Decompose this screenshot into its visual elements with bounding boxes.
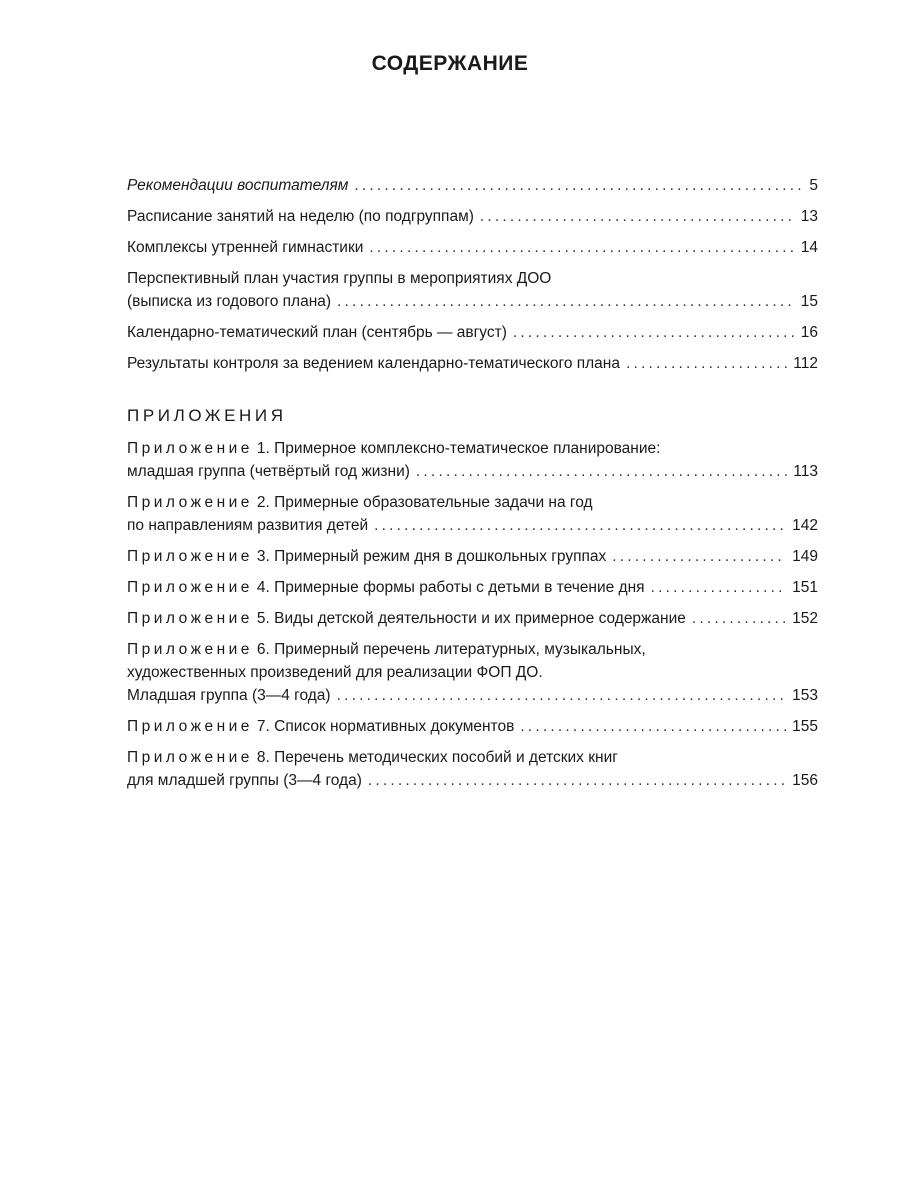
toc-entry-title: 3. Примерный режим дня в дошкольных группах <box>256 548 607 565</box>
toc-entry-last-line <box>127 205 818 228</box>
page-number: 16 <box>800 324 818 341</box>
toc-entry-last-line <box>127 769 818 792</box>
toc-entry <box>127 352 818 375</box>
page-number: 5 <box>809 177 818 194</box>
page-number: 149 <box>792 548 818 565</box>
toc-entry-line: Перспективный план участия группы в мероприятиях ДОО <box>127 270 552 287</box>
page-number: 112 <box>793 355 818 372</box>
toc-entry-text: Расписание занятий на неделю (по подгруппам) <box>127 208 474 225</box>
dot-leader <box>369 236 794 259</box>
appendix-prefix: Приложение <box>127 494 253 511</box>
appendix-prefix: Приложение <box>127 548 253 565</box>
page-number: 14 <box>800 239 818 256</box>
dot-leader <box>374 514 786 537</box>
toc-entry-title: 5. Виды детской деятельности и их примерное содержание <box>256 610 686 627</box>
toc-entry-text: для младшей группы (3—4 года) <box>127 772 362 789</box>
appendix-entry <box>127 437 818 483</box>
toc-entry-last-line <box>127 236 818 259</box>
dot-leader <box>513 321 795 344</box>
toc-entry-last-line <box>127 321 818 344</box>
appendix-entry <box>127 746 818 792</box>
main-toc <box>127 174 818 383</box>
toc-entry-last-line <box>127 545 818 568</box>
toc-entry-text <box>127 545 606 568</box>
dot-leader <box>651 576 787 599</box>
toc-entry <box>127 267 818 313</box>
toc-entry-last-line <box>127 514 818 537</box>
toc-entry-text: Результаты контроля за ведением календарно-тематического плана <box>127 355 620 372</box>
toc-entry-text: Комплексы утренней гимнастики <box>127 239 364 256</box>
toc-entry-last-line <box>127 460 818 483</box>
dot-leader <box>626 352 787 375</box>
appendix-entry <box>127 545 818 568</box>
dot-leader <box>520 715 786 738</box>
toc-entry-text: младшая группа (четвёртый год жизни) <box>127 463 410 480</box>
toc-entry <box>127 236 818 259</box>
appendix-entry <box>127 491 818 537</box>
toc-entry-title: 2. Примерные образовательные задачи на год <box>256 494 593 511</box>
dot-leader <box>337 684 787 707</box>
page-number: 151 <box>792 579 818 596</box>
toc-entry-text: Календарно-тематический план (сентябрь — август) <box>127 324 507 341</box>
toc-entry-text: Рекомендации воспитателям <box>127 177 349 194</box>
dot-leader <box>612 545 786 568</box>
toc-entry <box>127 321 818 344</box>
toc-entry-text: Младшая группа (3—4 года) <box>127 687 331 704</box>
toc-entry-text <box>127 607 686 630</box>
toc-entry-title: 7. Список нормативных документов <box>256 718 515 735</box>
toc-entry-text: (выписка из годового плана) <box>127 293 332 310</box>
dot-leader <box>337 290 795 313</box>
dot-leader <box>368 769 786 792</box>
appendix-prefix: Приложение <box>127 749 253 766</box>
page-number: 155 <box>792 718 818 735</box>
dot-leader <box>480 205 795 228</box>
page-number: 153 <box>792 687 818 704</box>
toc-entry-text: по направлениям развития детей <box>127 517 369 534</box>
page-number: 13 <box>800 208 818 225</box>
toc-entry-last-line <box>127 715 818 738</box>
toc-entry-last-line <box>127 684 818 707</box>
appendix-prefix: Приложение <box>127 641 253 658</box>
toc-entry-text <box>127 715 514 738</box>
dot-leader <box>416 460 787 483</box>
toc-entry-title: 1. Примерное комплексно-тематическое планирование: <box>256 440 661 457</box>
toc-entry-last-line <box>127 607 818 630</box>
page-number: 156 <box>792 772 818 789</box>
appendix-heading: ПРИЛОЖЕНИЯ <box>127 406 287 425</box>
appendix-entry <box>127 607 818 630</box>
appendix-toc <box>127 437 818 800</box>
page-number: 113 <box>793 463 818 480</box>
toc-entry-line <box>127 638 818 661</box>
toc-entry-last-line <box>127 174 818 197</box>
toc-entry-text <box>127 576 645 599</box>
appendix-entry <box>127 715 818 738</box>
page-number: 152 <box>792 610 818 627</box>
toc-entry-line <box>127 491 818 514</box>
toc-entry-last-line <box>127 290 818 313</box>
toc-entry <box>127 205 818 228</box>
appendix-prefix: Приложение <box>127 718 253 735</box>
appendix-prefix: Приложение <box>127 579 253 596</box>
toc-entry-line: художественных произведений для реализации ФОП ДО. <box>127 664 543 681</box>
appendix-entry <box>127 638 818 707</box>
toc-entry-last-line <box>127 352 818 375</box>
toc-entry <box>127 174 818 197</box>
toc-entry-last-line <box>127 576 818 599</box>
toc-entry-title: 8. Перечень методических пособий и детских книг <box>256 749 618 766</box>
toc-entry-line <box>127 437 818 460</box>
page-number: 142 <box>792 517 818 534</box>
appendix-entry <box>127 576 818 599</box>
dot-leader <box>354 174 803 197</box>
toc-entry-title: 4. Примерные формы работы с детьми в течение дня <box>256 579 645 596</box>
appendix-prefix: Приложение <box>127 610 253 627</box>
page-number: 15 <box>800 293 818 310</box>
toc-entry-line <box>127 746 818 769</box>
toc-entry-title: 6. Примерный перечень литературных, музыкальных, <box>256 641 646 658</box>
appendix-prefix: Приложение <box>127 440 253 457</box>
dot-leader <box>692 607 786 630</box>
page-title: СОДЕРЖАНИЕ <box>371 52 529 75</box>
